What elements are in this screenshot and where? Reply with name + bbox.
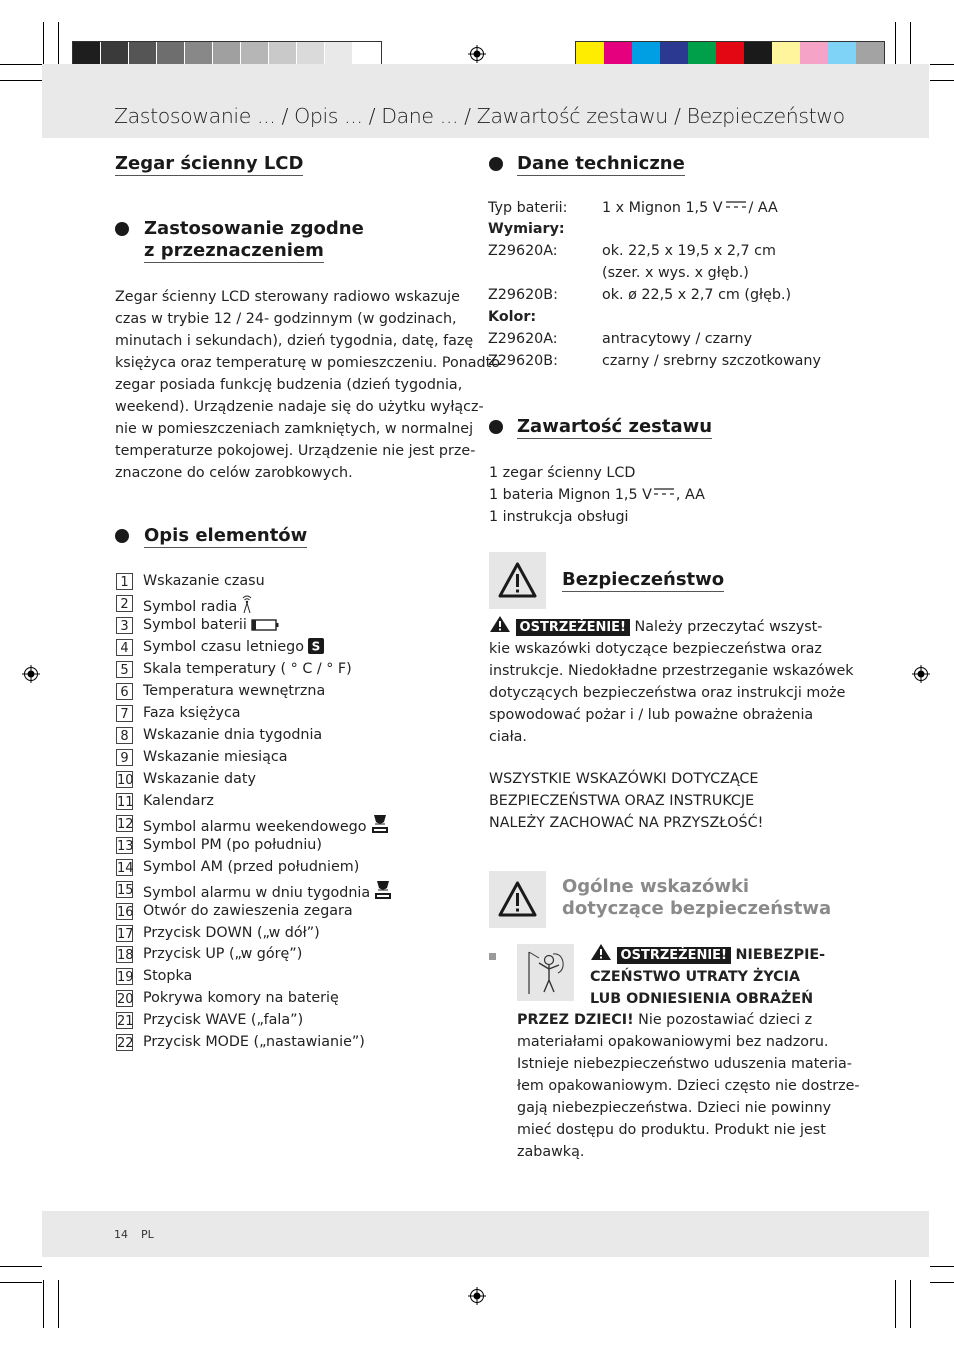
safety-heading: Bezpieczeństwo bbox=[562, 569, 725, 590]
dc-symbol-icon bbox=[725, 200, 747, 210]
part-number: 16 bbox=[117, 904, 134, 920]
bullet-icon bbox=[115, 222, 129, 236]
registration-mark-bottom bbox=[468, 1287, 486, 1305]
part-item bbox=[143, 1011, 303, 1029]
part-item bbox=[143, 967, 192, 985]
part-number: 3 bbox=[116, 617, 133, 634]
part-label: Symbol baterii bbox=[143, 616, 247, 633]
part-label: Wskazanie czasu bbox=[143, 573, 265, 589]
text-line: weekend). Urządzenie nadaje się do użytku wyłącz- bbox=[115, 399, 484, 415]
part-label: Symbol PM (po południu) bbox=[143, 836, 322, 853]
part-number: 15 bbox=[117, 882, 134, 898]
warning-small-icon bbox=[489, 615, 511, 633]
text-line: minutach i sekundach), dzień tygodnia, datę, fazę bbox=[115, 333, 474, 349]
part-label: Wskazanie daty bbox=[143, 770, 256, 787]
part-item bbox=[143, 945, 302, 963]
model-a-label: Z29620A: bbox=[488, 243, 558, 259]
part-item bbox=[143, 572, 265, 590]
dimension-note: (szer. x wys. x głęb.) bbox=[602, 265, 749, 281]
battery-type-label: Typ baterii: bbox=[488, 200, 568, 216]
part-item bbox=[143, 726, 322, 744]
part-item bbox=[143, 792, 214, 810]
part-label: Symbol alarmu weekendowego bbox=[143, 818, 367, 835]
part-number: 19 bbox=[117, 970, 134, 986]
part-number: 11 bbox=[117, 794, 134, 810]
part-label: Wskazanie miesiąca bbox=[143, 748, 288, 765]
page-title: Zastosowanie ... / Opis ... / Dane ... / Zawartość zestawu / Bezpieczeństwo bbox=[114, 104, 845, 128]
model-a-color: antracytowy / czarny bbox=[602, 331, 753, 347]
text-line: księżyca oraz temperaturę w pomieszczeniu. Ponadto bbox=[115, 355, 500, 371]
model-a-label: Z29620A: bbox=[488, 331, 558, 347]
dc-symbol-icon bbox=[653, 487, 675, 497]
battery-icon bbox=[251, 618, 279, 637]
part-number: 6 bbox=[116, 683, 133, 700]
general-safety-heading: Ogólne wskazówki dotyczące bezpieczeństwa bbox=[562, 876, 832, 919]
warning-badge: OSTRZEŻENIE! bbox=[516, 619, 630, 636]
part-label: Symbol alarmu w dniu tygodnia bbox=[143, 884, 371, 901]
registration-mark-top bbox=[468, 45, 486, 63]
part-number: 18 bbox=[117, 948, 134, 964]
part-item bbox=[143, 682, 325, 700]
child-warning-head: OSTRZEŻENIE! NIEBEZPIE- CZEŃSTWO UTRATY ŻYCIA LUB ODNIESIENIA OBRAŻEŃ bbox=[590, 943, 825, 1010]
warning-triangle-icon bbox=[489, 871, 546, 928]
child-hazard-icon bbox=[517, 944, 574, 1001]
registration-mark-left bbox=[22, 665, 40, 683]
part-item bbox=[143, 989, 339, 1007]
model-a-dimensions: ok. 22,5 x 19,5 x 2,7 cm bbox=[602, 243, 776, 259]
warning-triangle-icon bbox=[489, 552, 546, 609]
part-number: 5 bbox=[116, 661, 133, 678]
weekday-alarm-icon bbox=[374, 880, 392, 905]
part-label: Wskazanie dnia tygodnia bbox=[143, 726, 323, 743]
model-b-label: Z29620B: bbox=[488, 353, 558, 369]
part-item bbox=[143, 836, 322, 854]
warning-icon-box bbox=[489, 552, 546, 609]
part-label: Skala temperatury ( ° C / ° F) bbox=[143, 660, 352, 677]
contents-list bbox=[489, 462, 705, 528]
part-number: 8 bbox=[116, 727, 133, 744]
part-label: Przycisk WAVE („fala”) bbox=[143, 1012, 304, 1029]
part-label: Temperatura wewnętrzna bbox=[143, 682, 326, 699]
child-hazard-icon-box bbox=[517, 944, 574, 1001]
part-number: 9 bbox=[116, 749, 133, 766]
language-code: PL bbox=[141, 1228, 154, 1241]
intended-use-text bbox=[115, 286, 500, 484]
part-label: Otwór do zawieszenia zegara bbox=[143, 902, 353, 919]
weekend-alarm-icon bbox=[371, 814, 389, 839]
product-heading: Zegar ścienny LCD bbox=[115, 153, 304, 174]
part-number: 10 bbox=[117, 772, 134, 788]
part-label: Stopka bbox=[143, 968, 193, 985]
warning-small-icon bbox=[590, 943, 612, 961]
part-label: Przycisk MODE („nastawianie”) bbox=[143, 1034, 365, 1051]
tech-heading: Dane techniczne bbox=[517, 153, 685, 174]
part-item bbox=[143, 704, 241, 722]
safety-text: OSTRZEŻENIE! Należy przeczytać wszyst- kie wskazówki dotyczące bezpieczeństwa oraz instrukcje. Niedokładne przestrzeganie wskazówek dotyczących bezpieczeństwa oraz instrukcji może spowodować pożar i / lub poważne obrażenia ciała. bbox=[489, 615, 854, 748]
parts-heading: Opis elementów bbox=[144, 525, 308, 546]
part-number: 20 bbox=[117, 992, 134, 1008]
warning-badge: OSTRZEŻENIE! bbox=[617, 947, 731, 964]
dimensions-label: Wymiary: bbox=[488, 221, 565, 237]
part-label: Symbol czasu letniego bbox=[143, 638, 305, 655]
contents-heading: Zawartość zestawu bbox=[517, 416, 713, 437]
svg-text:S: S bbox=[311, 639, 321, 654]
part-number: 1 bbox=[116, 573, 133, 590]
color-label: Kolor: bbox=[488, 309, 537, 325]
part-number: 21 bbox=[117, 1014, 134, 1030]
bullet-icon bbox=[489, 157, 503, 171]
part-label: Symbol AM (przed południem) bbox=[143, 858, 360, 875]
part-item bbox=[143, 1033, 365, 1051]
part-number: 7 bbox=[116, 705, 133, 722]
bullet-icon bbox=[115, 529, 129, 543]
model-b-label: Z29620B: bbox=[488, 287, 558, 303]
part-number: 2 bbox=[116, 595, 133, 612]
part-label: Pokrywa komory na baterię bbox=[143, 990, 339, 1007]
contents-item: 1 bateria Mignon 1,5 V , AA bbox=[489, 487, 705, 503]
summer-time-s-icon bbox=[308, 638, 324, 659]
part-item bbox=[143, 902, 353, 920]
registration-mark-right bbox=[912, 665, 930, 683]
text-line: zegar posiada funkcję budzenia (dzień tygodnia, bbox=[115, 377, 463, 393]
safety-caps-notice: WSZYSTKIE WSKAZÓWKI DOTYCZĄCE BEZPIECZEŃSTWA ORAZ INSTRUKCJE NALEŻY ZACHOWAĆ NA PRZYSZŁOŚĆ! bbox=[489, 771, 764, 831]
part-item bbox=[143, 660, 352, 678]
part-number: 4 bbox=[116, 639, 133, 656]
warning-icon-box bbox=[489, 871, 546, 928]
part-item bbox=[143, 616, 279, 637]
part-item bbox=[143, 858, 359, 876]
part-label: Przycisk UP („w górę”) bbox=[143, 946, 303, 963]
part-number: 22 bbox=[117, 1036, 134, 1052]
footer-band bbox=[42, 1211, 929, 1257]
part-item bbox=[143, 924, 320, 942]
part-item bbox=[143, 770, 256, 788]
part-item bbox=[143, 748, 288, 766]
safety-first-line: OSTRZEŻENIE! Należy przeczytać wszyst- bbox=[489, 615, 854, 638]
text-line: czas w trybie 12 / 24- godzinnym (w godzinach, bbox=[115, 311, 457, 327]
model-b-color: czarny / srebrny szczotkowany bbox=[602, 353, 821, 369]
bullet-icon bbox=[489, 420, 503, 434]
page-number: 14 bbox=[114, 1228, 128, 1241]
intended-use-heading: Zastosowanie zgodne z przeznaczeniem bbox=[144, 218, 364, 261]
part-number: 14 bbox=[117, 860, 134, 876]
part-label: Symbol radia bbox=[143, 598, 238, 615]
part-number: 13 bbox=[117, 838, 134, 854]
square-bullet-icon bbox=[489, 953, 496, 960]
text-line: znaczone do celów zarobkowych. bbox=[115, 465, 353, 481]
contents-item: 1 zegar ścienny LCD bbox=[489, 465, 636, 481]
text-line: temperaturze pokojowej. Urządzenie nie jest prze- bbox=[115, 443, 476, 459]
model-b-dimensions: ok. ø 22,5 x 2,7 cm (głęb.) bbox=[602, 287, 792, 303]
part-label: Kalendarz bbox=[143, 792, 214, 809]
battery-type-value: 1 x Mignon 1,5 V / AA bbox=[602, 200, 778, 216]
part-number: 17 bbox=[117, 926, 134, 942]
part-number: 12 bbox=[117, 816, 134, 832]
child-warning-text: PRZEZ DZIECI! Nie pozostawiać dzieci z materiałami opakowaniowymi bez nadzoru. Istnieje niebezpieczeństwo uduszenia materia- łem opakowaniowym. Dzieci często nie dostrze- gają niebezpieczeństwa. Dzieci nie powinny mieć dostępu do produktu. Produkt nie jest zabawką. bbox=[517, 1012, 860, 1160]
part-label: Faza księżyca bbox=[143, 704, 241, 721]
part-label: Przycisk DOWN („w dół”) bbox=[143, 924, 320, 941]
text-line: Zegar ścienny LCD sterowany radiowo wskazuje bbox=[115, 289, 460, 305]
contents-item: 1 instrukcja obsługi bbox=[489, 509, 629, 525]
part-item bbox=[143, 638, 324, 659]
text-line: nie w pomieszczeniach zamkniętych, w normalnej bbox=[115, 421, 474, 437]
